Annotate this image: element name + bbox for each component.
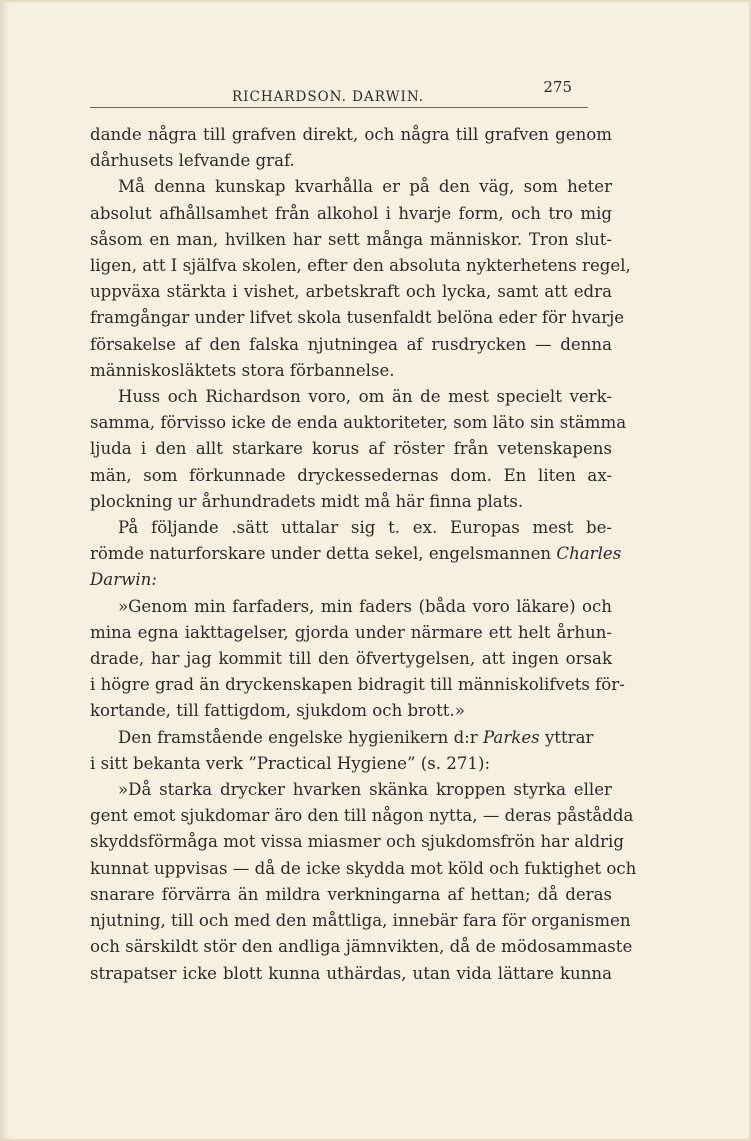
text-line: mina egna iakttagelser, gjorda under närmare ett helt århun-: [90, 622, 612, 642]
text-line: i högre grad än dryckenskapen bidragit till människolifvets för-: [90, 675, 625, 695]
text-line: ljuda i den allt starkare korus af röster från vetenskapens: [90, 439, 612, 459]
text-line: skyddsförmåga mot vissa miasmer och sjukdomsfrön har aldrig: [90, 832, 624, 852]
text-line: njutning, till och med den måttliga, innebär fara för organismen: [90, 911, 631, 931]
person-name: Charles: [556, 544, 622, 564]
text-line: uppväxa stärkta i vishet, arbetskraft och lycka, samt att edra: [90, 282, 612, 302]
text-line: framgångar under lifvet skola tusenfaldt belöna eder för hvarje: [90, 308, 625, 328]
text-line: samma, förvisso icke de enda auktoriteter, som läto sin stämma: [90, 413, 627, 433]
text-line: försakelse af den falska njutningea af rusdrycken — denna: [90, 334, 612, 354]
line-segment: römde naturforskare under detta sekel, engelsmannen: [90, 544, 552, 564]
text-line: människosläktets stora förbannelse.: [90, 360, 395, 380]
body-text: [90, 122, 637, 987]
line-segment: Den framstående engelske hygienikern d:r: [118, 727, 478, 747]
page-header: [90, 78, 588, 108]
person-name: Parkes: [483, 727, 540, 747]
text-line: absolut afhållsamhet från alkohol i hvarje form, och tro mig: [90, 203, 612, 223]
text-line: kunnat uppvisas — då de icke skydda mot köld och fuktighet och: [90, 858, 637, 878]
text-line: »Då starka drycker hvarken skänka kroppen styrka eller: [118, 780, 612, 800]
text-line: plockning ur århundradets midt må här finna plats.: [90, 491, 524, 511]
text-line: På följande .sätt uttalar sig t. ex. Europas mest be-: [118, 518, 612, 538]
text-line: strapatser icke blott kunna uthärdas, utan vida lättare kunna: [90, 963, 612, 983]
text-line: i sitt bekanta verk ”Practical Hygiene” (s. 271):: [90, 753, 491, 773]
person-name: Darwin:: [90, 570, 157, 590]
text-line: Må denna kunskap kvarhålla er på den väg, som heter: [118, 177, 612, 197]
line-segment: yttrar: [544, 727, 594, 747]
text-line: män, som förkunnade dryckessedernas dom. En liten ax-: [90, 465, 612, 485]
text-line: [90, 541, 622, 567]
text-line: dande några till grafven direkt, och några till grafven genom: [90, 125, 612, 144]
text-line: ligen, att I själfva skolen, efter den absoluta nykterhetens regel,: [90, 256, 631, 276]
text-line: [90, 725, 612, 751]
text-line: såsom en man, hvilken har sett många människor. Tron slut-: [90, 229, 612, 249]
text-line: »Genom min farfaders, min faders (båda voro läkare) och: [118, 596, 612, 616]
text-line: Huss och Richardson voro, om än de mest specielt verk-: [118, 387, 612, 407]
text-line: dårhusets lefvande graf.: [90, 151, 295, 171]
header-rule: [90, 107, 588, 108]
text-line: gent emot sjukdomar äro den till någon nytta, — deras påstådda: [90, 806, 634, 826]
text-line: snarare förvärra än mildra verkningarna af hettan; då deras: [90, 884, 612, 904]
text-line: drade, har jag kommit till den öfvertygelsen, att ingen orsak: [90, 649, 612, 669]
text-line: och särskildt stör den andliga jämnvikten, då de mödosammaste: [90, 937, 633, 957]
text-line: kortande, till fattigdom, sjukdom och brott.»: [90, 701, 465, 721]
running-head: RICHARDSON. DARWIN.: [232, 89, 425, 105]
page-number: 275: [543, 78, 572, 96]
